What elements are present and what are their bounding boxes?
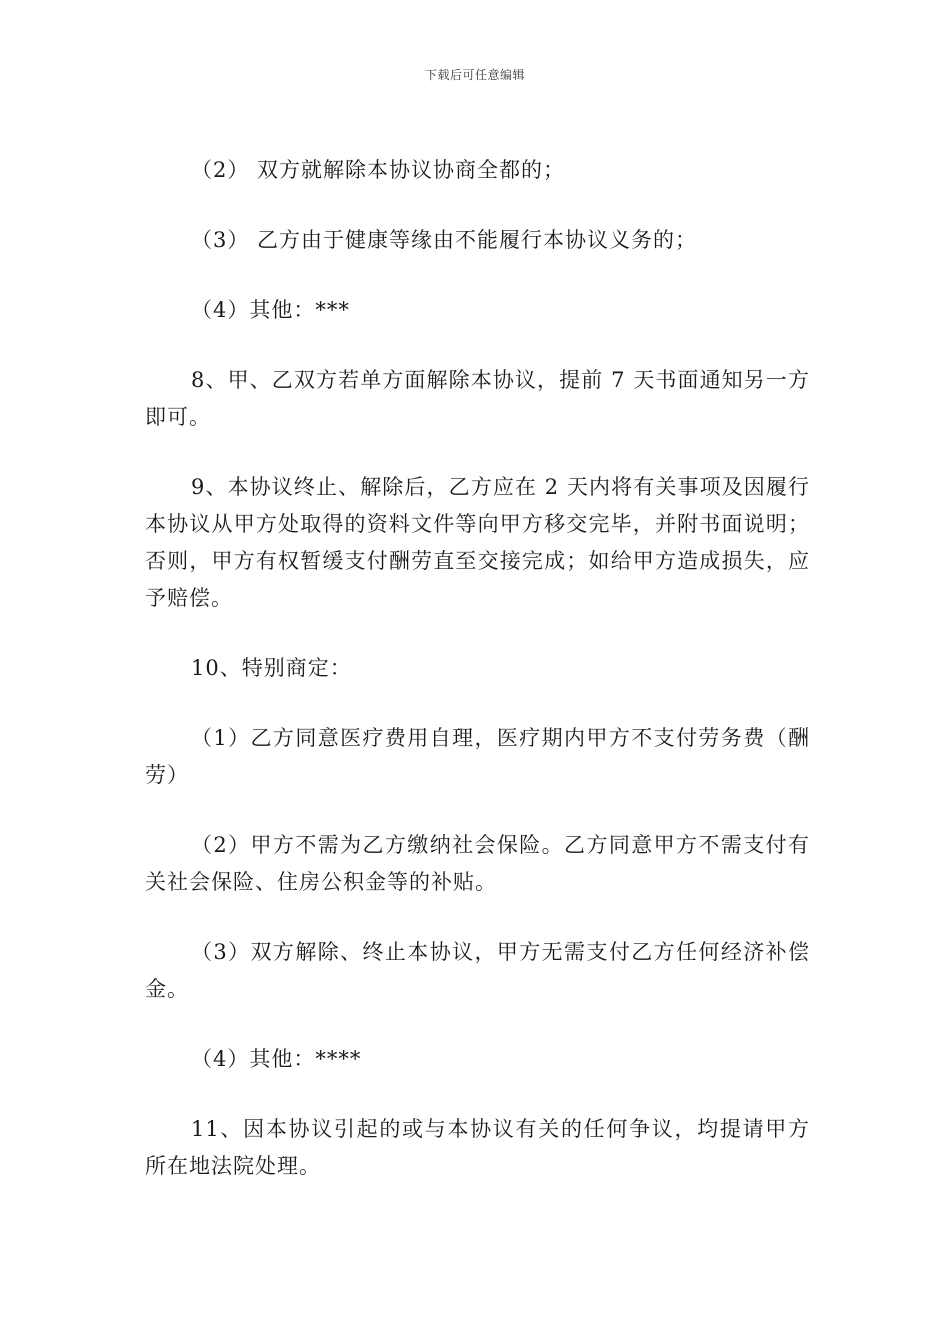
clause-9: 9、本协议终止、解除后，乙方应在 2 天内将有关事项及因履行本协议从甲方处取得的资料文件等向甲方移交完毕，并附书面说明；否则，甲方有权暂缓支付酬劳直至交接完成；如给甲方造成损失，应予赔偿。 [145, 475, 810, 610]
clause-10-title: 10、特别商定： [191, 656, 352, 680]
clause-termination-3: （3） 乙方由于健康等缘由不能履行本协议义务的； [191, 228, 698, 252]
clause-10-item-1: （1）乙方同意医疗费用自理，医疗期内甲方不支付劳务费（酬劳） [145, 726, 810, 787]
clause-11: 11、因本协议引起的或与本协议有关的任何争议，均提请甲方所在地法院处理。 [145, 1117, 810, 1178]
clause-10-item-2: （2）甲方不需为乙方缴纳社会保险。乙方同意甲方不需支付有关社会保险、住房公积金等的补贴。 [145, 833, 810, 894]
clause-10-item-4: （4）其他：**** [191, 1047, 362, 1071]
clause-10-item-3: （3）双方解除、终止本协议，甲方无需支付乙方任何经济补偿金。 [145, 940, 810, 1001]
clause-8: 8、甲、乙双方若单方面解除本协议，提前 7 天书面通知另一方即可。 [145, 368, 810, 429]
page-header: 下载后可任意编辑 [424, 68, 525, 82]
document-body [145, 152, 810, 1218]
clause-termination-2: （2） 双方就解除本协议协商全都的； [191, 158, 566, 182]
clause-termination-4: （4）其他：*** [191, 298, 350, 322]
